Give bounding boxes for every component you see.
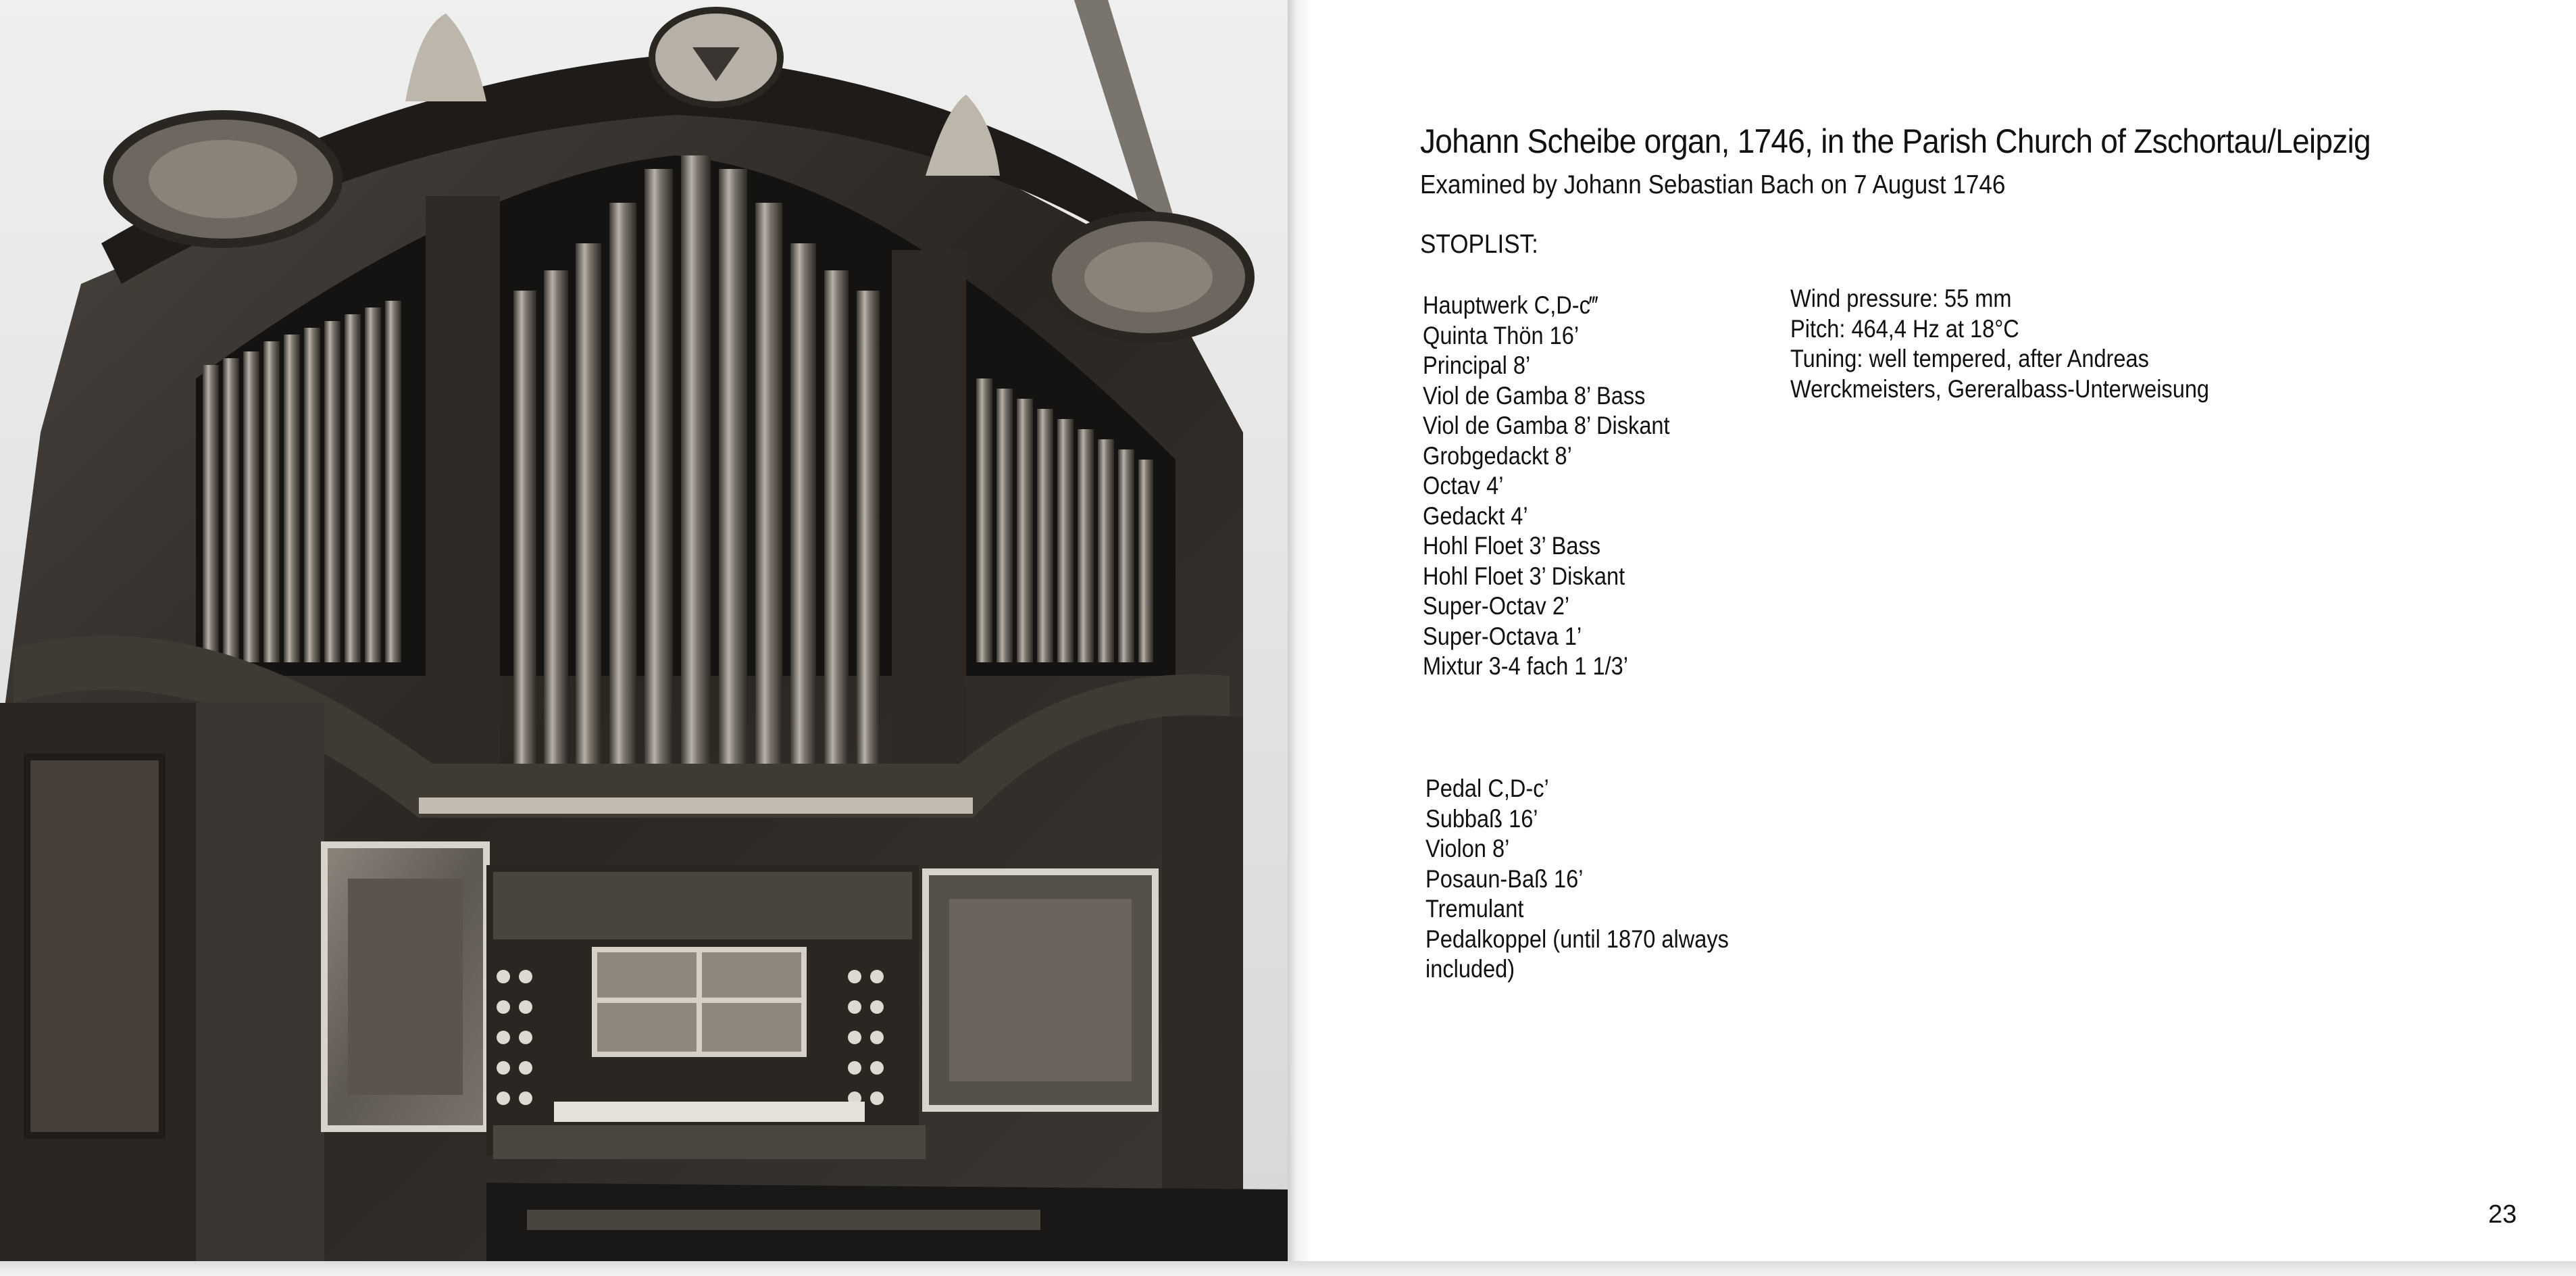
manual-stops-list: [1423, 291, 1670, 682]
stop-item: Super-Octav 2’: [1423, 592, 1570, 620]
page-bottom-edge: [0, 1261, 2576, 1276]
stop-item: Pedalkoppel (until 1870 always: [1425, 925, 1729, 953]
info-item: Wind pressure: 55 mm: [1790, 285, 2012, 312]
info-item: Tuning: well tempered, after Andreas: [1790, 345, 2149, 372]
page-subtitle: Examined by Johann Sebastian Bach on 7 August 1746: [1420, 170, 2006, 199]
stop-item: Grobgedackt 8’: [1423, 441, 1572, 470]
organ-photo: [0, 0, 1288, 1261]
organ-info-list: [1790, 284, 2209, 404]
stop-item: Quinta Thön 16’: [1423, 321, 1580, 349]
stop-item: Hauptwerk C,D-c‴: [1423, 291, 1598, 319]
stoplist-heading: STOPLIST:: [1420, 230, 1538, 259]
stop-item: Pedal C,D-c’: [1425, 775, 1549, 802]
stop-item: Tremulant: [1425, 895, 1524, 923]
stop-item: Mixtur 3-4 fach 1 1/3’: [1423, 652, 1629, 680]
stop-item: Subbaß 16’: [1425, 804, 1538, 833]
info-item: Werckmeisters, Gereralbass-Unterweisung: [1790, 374, 2210, 403]
stop-item: Hohl Floet 3’ Bass: [1423, 532, 1601, 560]
info-item: Pitch: 464,4 Hz at 18°C: [1790, 314, 2019, 343]
page-gutter: [1288, 0, 1312, 1276]
stop-item: Hohl Floet 3’ Diskant: [1423, 562, 1625, 590]
organ-photo-graphic: [0, 0, 1288, 1261]
stop-item: included): [1425, 955, 1515, 983]
page-title: Johann Scheibe organ, 1746, in the Parish Church of Zschortau/Leipzig: [1420, 122, 2371, 160]
stop-item: Super-Octava 1’: [1423, 622, 1582, 650]
page-number: 23: [2488, 1200, 2517, 1229]
pedal-stops-list: [1425, 774, 1729, 985]
stop-item: Viol de Gamba 8’ Diskant: [1423, 412, 1670, 439]
stop-item: Principal 8’: [1423, 351, 1531, 379]
stop-item: Gedackt 4’: [1423, 501, 1528, 530]
stop-item: Posaun-Baß 16’: [1425, 864, 1584, 893]
stop-item: Octav 4’: [1423, 472, 1504, 499]
stop-item: Viol de Gamba 8’ Bass: [1423, 381, 1646, 410]
stop-item: Violon 8’: [1425, 835, 1510, 862]
